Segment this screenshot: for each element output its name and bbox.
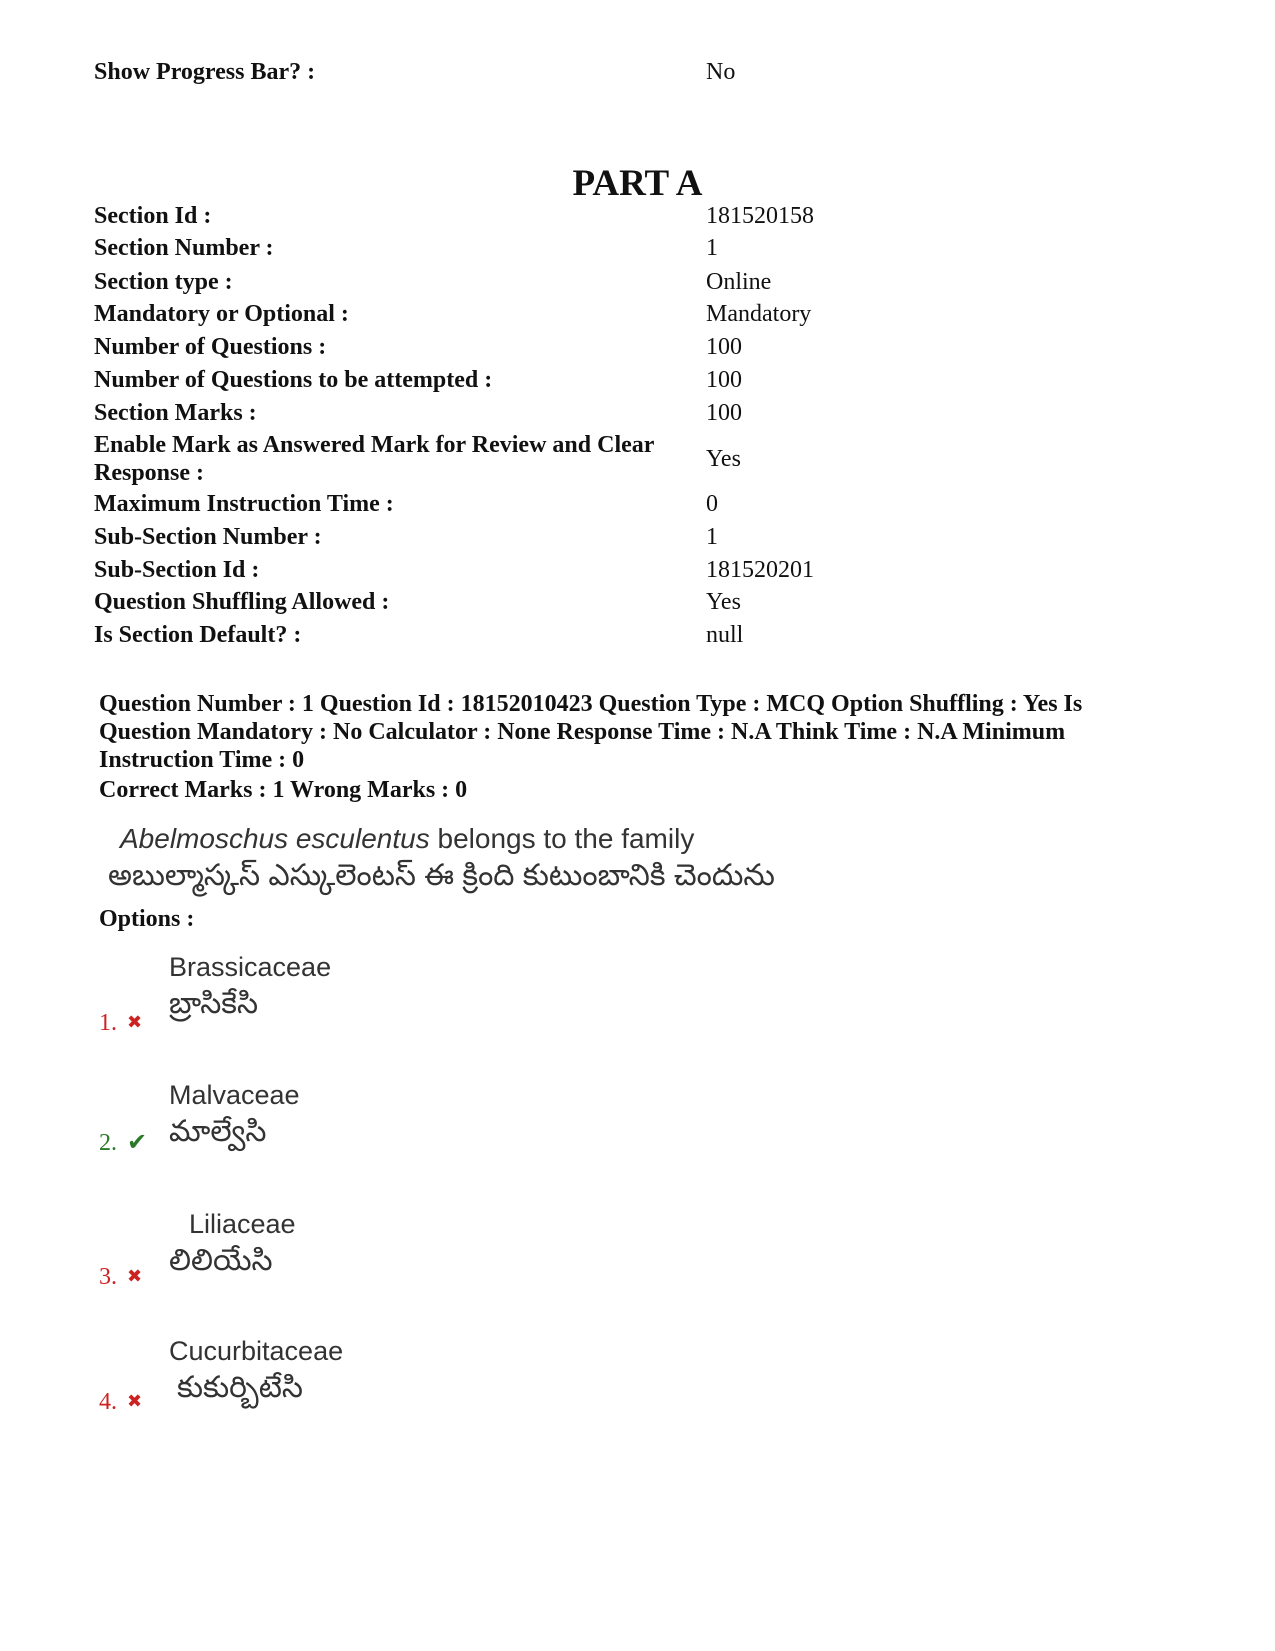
option-number: 2. [99,1130,117,1156]
field-value: 100 [706,400,742,426]
option-text [169,1078,300,1152]
field-label: Enable Mark as Answered Mark for Review and Clear Response : [94,432,654,486]
field-value: Yes [706,446,741,472]
option-text-te: బ్రాసికేసి [169,987,259,1020]
field-value: Yes [706,589,741,615]
wrong-cross-icon: ✖ [127,1391,143,1411]
field-label: Section type : [94,269,233,295]
option-number: 3. [99,1264,117,1290]
field-value: null [706,622,744,648]
field-value: 0 [706,491,718,517]
field-value: Online [706,269,772,295]
field-value: Mandatory [706,301,812,327]
question-marks: Correct Marks : 1 Wrong Marks : 0 [99,777,468,803]
field-value: 100 [706,334,742,360]
option-text-te: మాల్వేసి [169,1115,267,1148]
question-meta: Question Number : 1 Question Id : 18152010423 Question Type : MCQ Option Shuffling : Yes Is Question Mandatory : No Calculator : None Response Time : N.A Think Time : N.A Minimum Instruction Time : 0 [99,691,1083,773]
option-number: 1. [99,1010,117,1036]
option-text-te: లిలియేసి [169,1244,273,1277]
field-label: Is Section Default? : [94,622,302,648]
field-value: 1 [706,235,718,261]
wrong-cross-icon: ✖ [127,1012,143,1032]
field-value: 100 [706,367,742,393]
correct-check-icon: ✔ [127,1130,148,1156]
field-label: Question Shuffling Allowed : [94,589,390,615]
field-label: Maximum Instruction Time : [94,491,394,517]
field-label: Sub-Section Id : [94,557,260,583]
question-text-rest: belongs to the family [429,823,695,854]
progress-label: Show Progress Bar? : [94,59,316,85]
field-value: 1 [706,524,718,550]
field-value: 181520158 [706,203,814,229]
field-label: Section Number : [94,235,274,261]
options-label: Options : [99,906,195,932]
wrong-cross-icon: ✖ [127,1266,143,1286]
option-text [169,950,331,1024]
field-label: Number of Questions : [94,334,327,360]
option-text-en: Liliaceae [189,1209,296,1239]
field-label: Mandatory or Optional : [94,301,349,327]
field-label: Section Id : [94,203,212,229]
question-text-species: Abelmoschus esculentus [120,823,430,854]
field-label: Section Marks : [94,400,257,426]
option-text-te: కుకుర్బిటేసి [177,1371,303,1404]
option-text-en: Cucurbitaceae [169,1336,344,1366]
option-number: 4. [99,1389,117,1415]
option-text [169,1207,296,1281]
question-text-te: అబుల్మాస్కస్ ఎస్కులెంటస్ ఈ క్రింది కుటుంబానికి చెందును [108,859,775,892]
progress-value: No [706,59,736,85]
option-text [169,1334,343,1408]
option-text-en: Brassicaceae [169,952,332,982]
field-value: 181520201 [706,557,814,583]
question-text [108,822,775,896]
field-label: Sub-Section Number : [94,524,322,550]
question-text-en [108,822,775,856]
field-label: Number of Questions to be attempted : [94,367,493,393]
part-title: PART A [572,163,703,204]
option-text-en: Malvaceae [169,1080,300,1110]
